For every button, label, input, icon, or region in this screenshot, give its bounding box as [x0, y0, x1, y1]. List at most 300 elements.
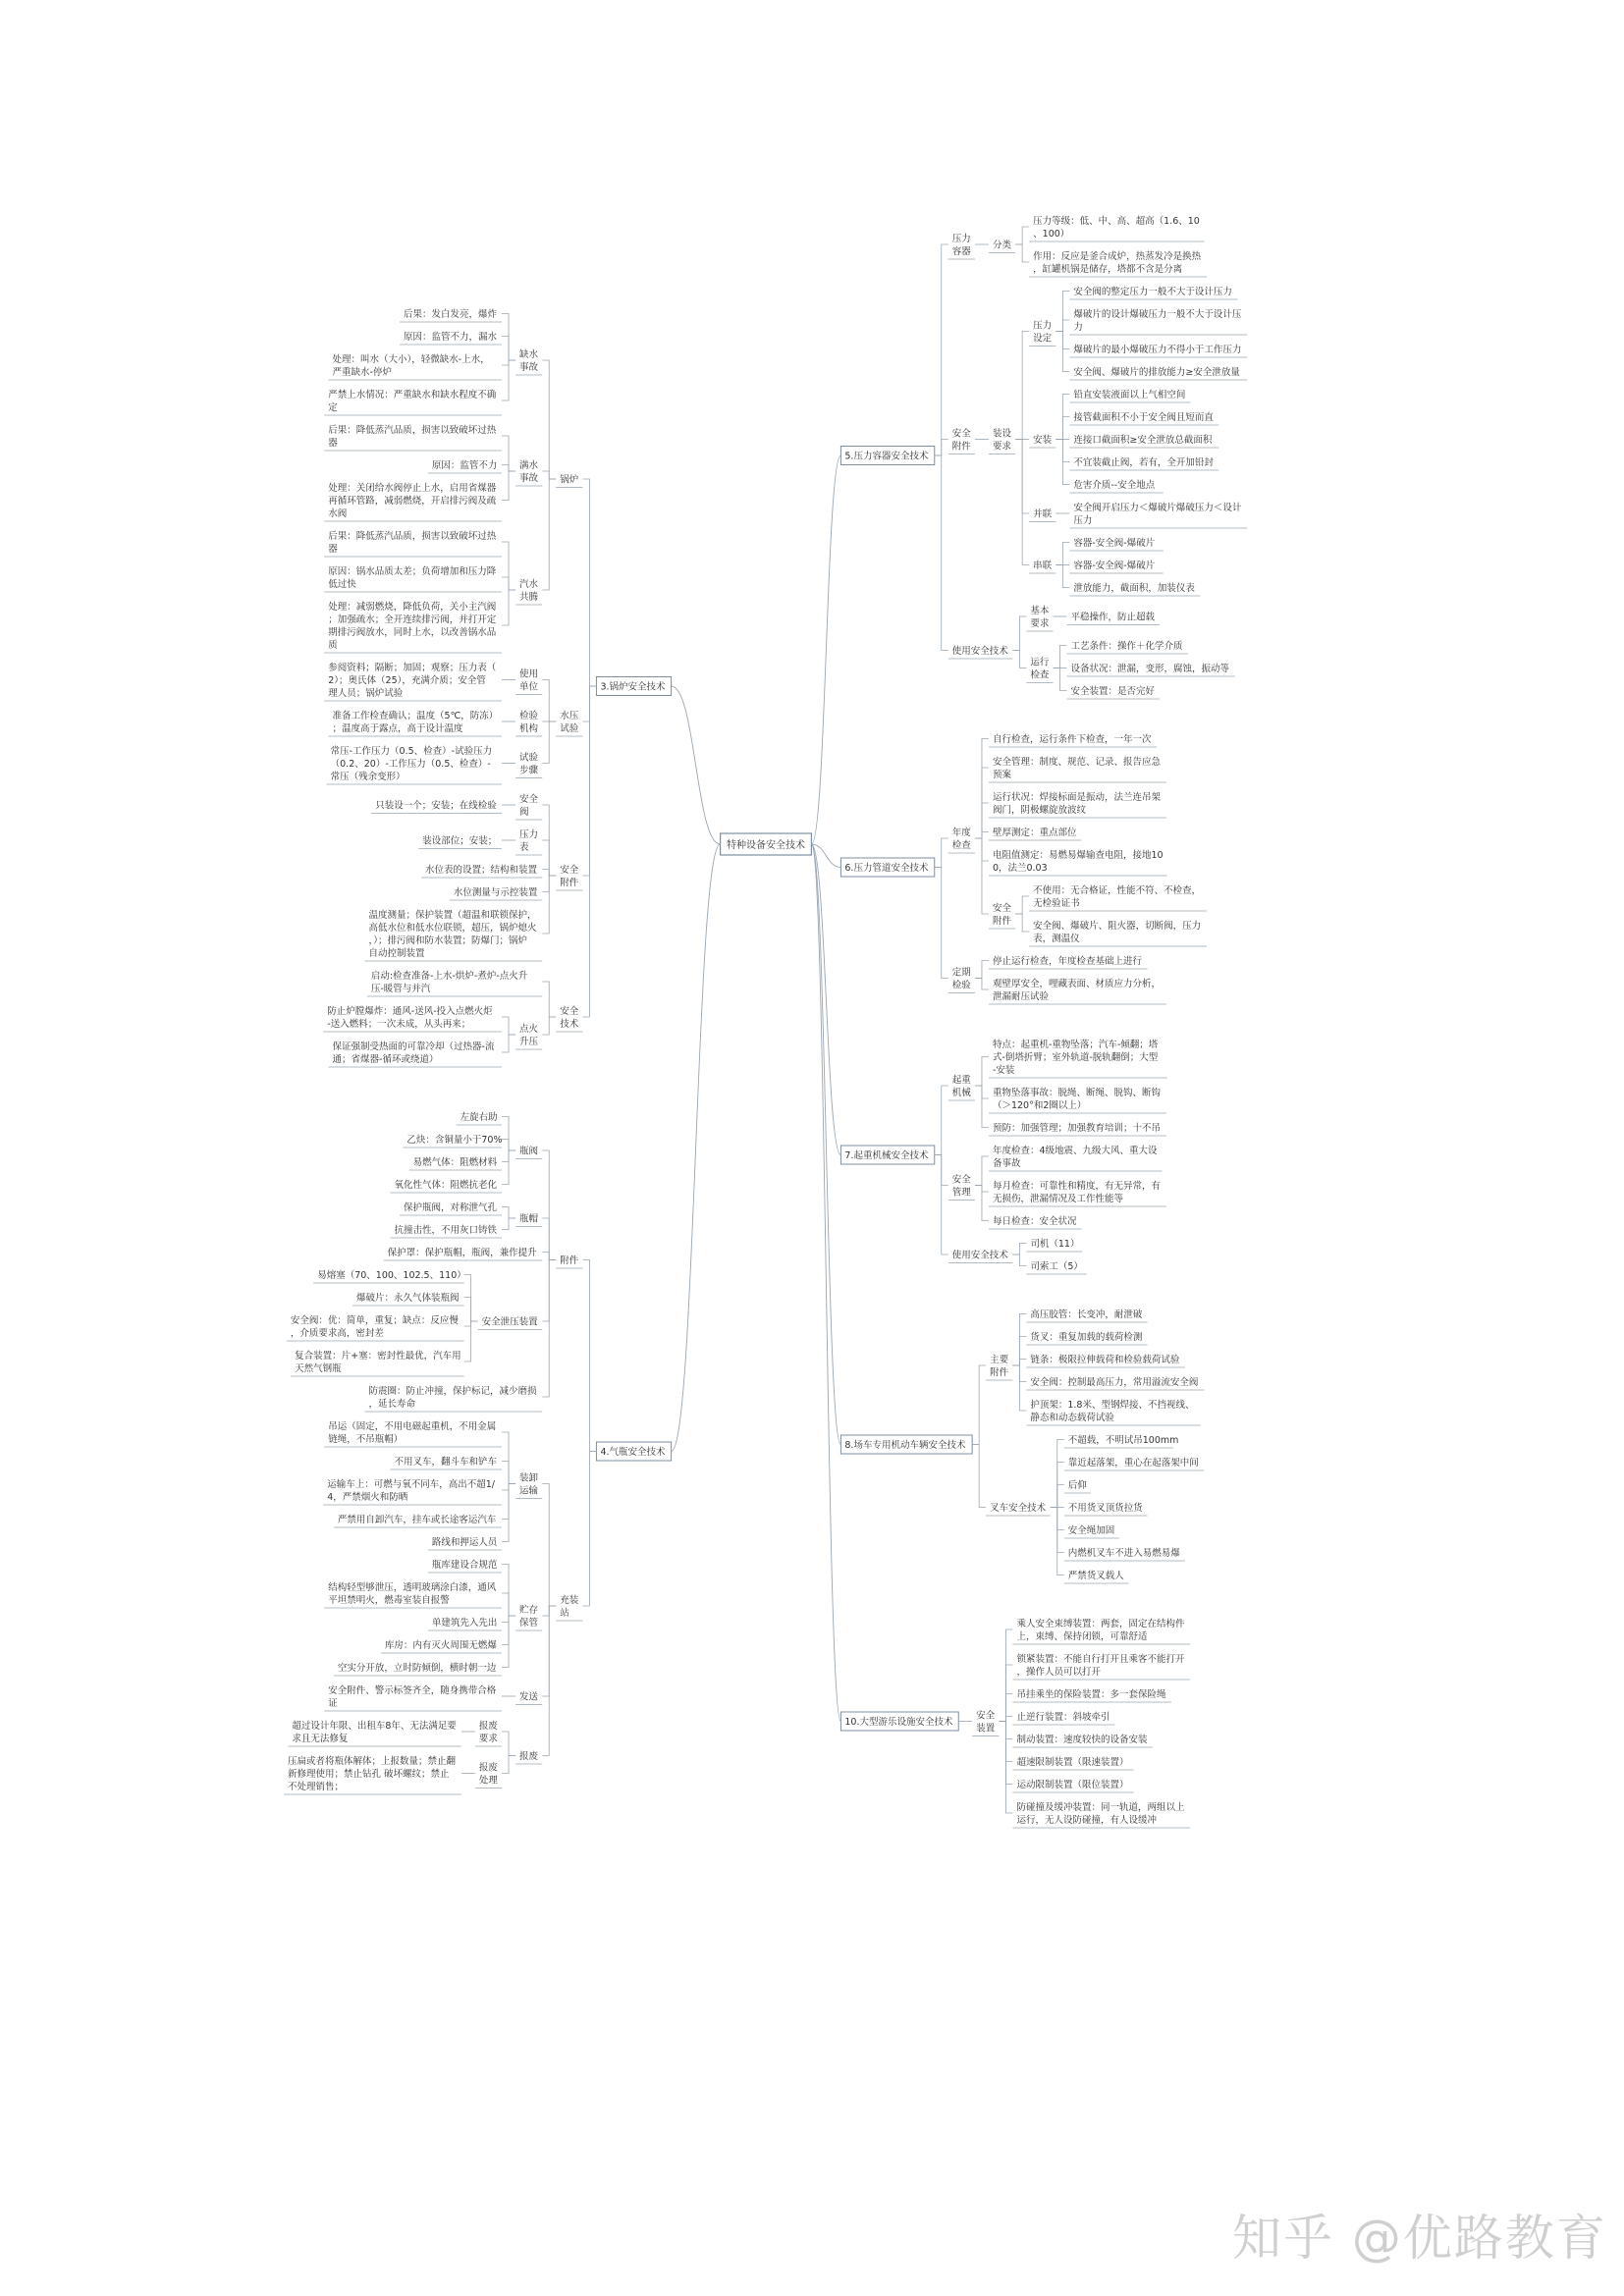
- connector: [935, 868, 948, 979]
- center-connector: [811, 455, 840, 844]
- connector: [502, 1017, 515, 1035]
- node-label: 安全阀：控制最高压力，常用溢流安全阀: [1030, 1377, 1199, 1388]
- node-label: 容器-安全阀-爆破片: [1073, 538, 1156, 549]
- node-label: 运输车上：可燃与氧不同车，高出不超1/ 4，严禁烟火和防晒: [327, 1479, 496, 1503]
- node-right-0-0-0-1: [1029, 250, 1207, 277]
- connector: [502, 337, 515, 361]
- node-left-1-1-1-3: [381, 1639, 502, 1653]
- connector: [502, 471, 515, 501]
- node-label: 充装站: [560, 1595, 579, 1619]
- connector: [935, 440, 948, 456]
- node-label: 使用安全技术: [951, 1250, 1008, 1261]
- node-label: 6.压力管道安全技术: [844, 863, 929, 874]
- node-label: 防震圈：防止冲撞，保护标记，减少磨损，延长寿命: [368, 1386, 537, 1410]
- connector: [1056, 320, 1069, 332]
- node-right-1-0-5-1: [1029, 920, 1207, 946]
- node-label: 常压-工作压力（0.5、检查）-试验压力（0.2、20）-工作压力（0.5、检查）-常压（残余变形）: [330, 746, 493, 782]
- node-label: 安全技术: [560, 1006, 579, 1030]
- node-label: 保证强制受热面的可靠冷却（过热器-流通；省煤器-循环或绕道）: [332, 1041, 495, 1065]
- node-right-0-1-0-0-1: [1069, 308, 1247, 335]
- node-label: 空实分开放，立时防倾倒，横时朝一边: [337, 1663, 497, 1674]
- node-label: 安装: [1033, 435, 1053, 446]
- node-label: 乙炔：含铜量小于70%: [406, 1135, 503, 1146]
- node-label: 自行检查，运行条件下检查，一年一次: [992, 734, 1152, 745]
- node-label: 锁紧装置：不能自行打开且乘客不能打开，操作人员可以打开: [1016, 1654, 1185, 1678]
- node-label: 泄放能力，截面积，加装仪表: [1073, 583, 1195, 594]
- node-right-1-0-0: [989, 733, 1157, 747]
- node-label: 接管截面积不小于安全阀且短而直: [1073, 412, 1214, 423]
- node-label: 检验机构: [519, 711, 539, 734]
- node-right-0-1-0-3-0: [1069, 537, 1163, 551]
- node-right-1-0-2: [989, 791, 1166, 818]
- connector: [1012, 1365, 1026, 1411]
- node-label: 锅炉: [560, 474, 579, 486]
- node-right-4-0-3: [1012, 1711, 1114, 1725]
- node-right-3-0-4: [1026, 1399, 1200, 1425]
- node-label: 止逆行装置：斜坡牵引: [1016, 1712, 1110, 1723]
- node-left-0-0-2-0: [324, 530, 502, 557]
- node-left-1-1-3-0: [475, 1720, 502, 1746]
- connector: [1051, 1508, 1064, 1575]
- connector: [935, 838, 948, 868]
- connector: [1012, 1244, 1026, 1255]
- node-label: 发送: [519, 1691, 539, 1703]
- node-left-1-1-0-2: [323, 1478, 502, 1505]
- node-right-3-0-3: [1026, 1376, 1204, 1390]
- node-label: 保护罩：保护瓶帽，瓶阀，兼作提升: [387, 1248, 537, 1258]
- node-right-0-2-1-0: [1067, 640, 1188, 654]
- node-label: 瓶库建设合规范: [431, 1560, 498, 1571]
- node-label: 重物坠落事故：脱绳、断绳、脱钩、断钩（＞120°和2圈以上）: [992, 1088, 1161, 1111]
- node-right-3-1-1: [1064, 1457, 1204, 1470]
- node-label: 后果：降低蒸汽品质，损害以致破坏过热器: [328, 425, 497, 449]
- node-right-0-1-0-1-4: [1069, 479, 1163, 493]
- node-right-3-1-2: [1064, 1479, 1091, 1493]
- node-label: 后果：发白发亮，爆炸: [404, 309, 498, 320]
- node-right-2-0-2: [989, 1122, 1166, 1136]
- node-left-0-2-1-0: [418, 835, 502, 849]
- node-label: 单建筑先入先出: [431, 1618, 498, 1629]
- node-label: 4.气瓶安全技术: [600, 1447, 666, 1458]
- branch-left-0: [596, 677, 671, 696]
- connector: [502, 1150, 515, 1185]
- node-right-1-0-1: [989, 756, 1166, 782]
- node-left-0-2-1: [515, 828, 542, 855]
- node-right-0-1-0-1-3: [1069, 456, 1218, 470]
- connector: [972, 1365, 986, 1445]
- connector: [502, 1140, 515, 1151]
- node-label: 7.起重机械安全技术: [844, 1150, 929, 1161]
- node-left-0-1-1: [515, 710, 542, 736]
- connector: [935, 244, 948, 455]
- node-label: 串联: [1033, 561, 1053, 571]
- node-right-3-1-5: [1064, 1547, 1185, 1561]
- node-label: 严禁上水情况：严重缺水和缺水程度不确定: [328, 390, 497, 413]
- node-label: 安全附件: [560, 865, 579, 888]
- connector: [935, 1086, 948, 1155]
- node-label: 内燃机叉车不进入易燃易爆: [1067, 1548, 1180, 1559]
- node-label: 货叉：重复加载的载荷检测: [1030, 1332, 1143, 1343]
- node-label: 安全阀开启压力＜爆破片爆破压力＜设计压力: [1073, 503, 1242, 526]
- node-left-1-0-3-0: [313, 1269, 466, 1283]
- node-label: 原因：监管不力: [431, 460, 498, 471]
- node-left-0-1-0: [515, 668, 542, 695]
- node-label: 原因：监管不力，漏水: [404, 332, 498, 343]
- node-right-3-1-0: [1064, 1434, 1179, 1448]
- node-right-0-1-0-3: [1029, 560, 1056, 573]
- node-label: 试验步骤: [519, 752, 539, 776]
- connector: [975, 1186, 989, 1221]
- connector: [502, 1207, 515, 1219]
- node-label: 汽水共腾: [519, 579, 539, 603]
- node-label: 满水事故: [519, 460, 539, 484]
- node-left-1-1-0-3: [334, 1514, 502, 1527]
- node-left-0-0-1-0: [324, 424, 502, 451]
- node-left-0-2-2: [421, 864, 542, 878]
- node-label: 吊挂乘坐的保险装置：多一套保险绳: [1016, 1689, 1166, 1700]
- node-right-3-0-2: [1026, 1354, 1185, 1367]
- node-right-2-0-1: [989, 1087, 1166, 1113]
- node-left-0-0-1: [515, 459, 542, 486]
- node-left-0-0-1-1: [428, 459, 502, 473]
- node-right-4-0-2: [1012, 1688, 1171, 1702]
- node-label: 报废处理: [478, 1762, 498, 1787]
- node-label: 年度检查: [951, 828, 971, 851]
- connector: [975, 1156, 989, 1186]
- node-left-1-0-0-0: [457, 1111, 502, 1125]
- node-right-3-1-3: [1064, 1502, 1148, 1516]
- node-left-0-0-0-0: [400, 308, 502, 322]
- node-right-3-1: [986, 1502, 1051, 1516]
- connector: [502, 590, 515, 625]
- center-title: 特种设备安全技术: [727, 840, 805, 851]
- node-left-1-1: [556, 1594, 582, 1621]
- connector: [1056, 417, 1069, 440]
- node-label: 氧化性气体：阻燃抗老化: [394, 1180, 497, 1191]
- node-label: 装设要求: [992, 428, 1011, 453]
- node-label: 安全附件: [951, 428, 971, 453]
- node-label: 预防：加强管理；加强教育培训；十不吊: [992, 1123, 1161, 1134]
- node-label: 安全泄压装置: [481, 1316, 538, 1328]
- node-left-0-0-0-3: [324, 389, 502, 415]
- connector: [542, 680, 556, 722]
- node-right-4-0-6: [1012, 1779, 1133, 1792]
- connector: [1012, 651, 1026, 668]
- node-label: 特点：起重机-重物坠落；汽车-倾翻；塔式-倒塔折臂；室外轨道-脱轨翻倒；大型-安装: [992, 1040, 1159, 1076]
- node-left-0-0-0-1: [400, 331, 502, 345]
- node-label: 参阅资料；隔断；加固；观察；压力表（ 2）；奥氏体（25），充满介质；安全管理人员；锅炉试验: [328, 663, 497, 699]
- node-right-2-1-1: [989, 1180, 1166, 1206]
- node-right-0-1-0-0-0: [1069, 286, 1237, 299]
- node-label: 乘人安全束缚装置：两套，固定在结构件上，束缚、保持闭锁，可靠舒适: [1016, 1619, 1185, 1642]
- node-right-0-2-1: [1026, 657, 1053, 683]
- node-left-1-0-0: [515, 1146, 542, 1159]
- node-label: 司索工（5）: [1030, 1261, 1083, 1272]
- node-label: 保护瓶阀，对称泄气孔: [404, 1202, 498, 1213]
- node-label: 库房：内有灭火周围无燃爆: [384, 1640, 497, 1651]
- connector: [542, 721, 556, 764]
- node-left-0-3-1-0: [323, 1005, 502, 1032]
- node-right-4-0-4: [1012, 1734, 1152, 1747]
- node-label: 贮存保管: [519, 1605, 539, 1629]
- node-left-1-1-3: [515, 1750, 542, 1764]
- node-left-1-1-0-0: [324, 1420, 502, 1447]
- node-label: 不超载，不明试吊100mm: [1067, 1435, 1179, 1446]
- node-left-0-3: [556, 1005, 582, 1032]
- connector: [975, 979, 989, 990]
- node-label: 严禁用自卸汽车，挂车或长途客运汽车: [337, 1515, 497, 1525]
- node-right-0-2-1-2: [1067, 685, 1160, 699]
- node-label: 温度测量；保护装置（超温和联锁保护，高低水位和低水位联锁，超压，锅炉熄火，）；排污阀和防水装置；防爆门；锅炉自动控制装置: [368, 910, 537, 959]
- node-left-1-1-1-4: [334, 1662, 502, 1676]
- node-right-1-0-3: [989, 827, 1081, 840]
- node-left-1-0-0-1: [403, 1134, 502, 1148]
- node-label: 连接口截面积≥安全泄放总截面积: [1073, 435, 1213, 446]
- node-left-1-0-3: [478, 1316, 543, 1330]
- node-label: 易熔塞（70、100、102.5、110）: [317, 1270, 466, 1281]
- node-left-0-1-0-0: [324, 662, 502, 701]
- node-left-0-0-0: [515, 348, 542, 375]
- connector: [1012, 1255, 1026, 1266]
- node-label: 安全阀：优：简单，重复；缺点：反应慢，介质要求高，密封差: [290, 1315, 459, 1339]
- node-right-3-0-1: [1026, 1331, 1147, 1345]
- node-label: 结构轻型够泄压，透明玻璃涂白漆，通风平坦禁明火，燃毒室装自报警: [328, 1582, 497, 1606]
- node-right-2-0: [948, 1074, 975, 1100]
- node-right-2-1-2: [989, 1215, 1081, 1229]
- node-label: 危害介质--安全地点: [1073, 480, 1156, 491]
- node-label: 使用单位: [519, 668, 539, 693]
- node-label: 使用安全技术: [951, 646, 1008, 657]
- node-label: 吊运（固定，不用电磁起重机，不用金属链绳，不吊瓶帽）: [328, 1421, 497, 1445]
- connector: [1015, 440, 1029, 565]
- node-left-1-1-0-1: [390, 1456, 502, 1469]
- node-label: 启动:检查准备-上水-烘炉-煮炉-点火升压-暖管与并汽: [370, 971, 528, 994]
- node-label: 设备状况：泄漏，变形，腐蚀，振动等: [1070, 664, 1230, 674]
- node-right-0-1-0-1-0: [1069, 389, 1190, 402]
- node-label: 装卸运输: [519, 1472, 539, 1497]
- center-connector: [672, 686, 721, 844]
- branch-right-2: [840, 1146, 934, 1164]
- node-right-0-1-0-1: [1029, 434, 1056, 448]
- connector: [972, 1445, 986, 1508]
- connector: [502, 1616, 515, 1668]
- connector: [1056, 332, 1069, 372]
- node-right-1-0: [948, 827, 975, 853]
- node-right-3-0-0: [1026, 1308, 1147, 1322]
- connector: [1054, 668, 1067, 691]
- node-label: 处理：叫水（大小），轻微缺水-上水，严重缺水-停炉: [332, 354, 490, 378]
- node-label: 3.锅炉安全技术: [600, 681, 666, 693]
- node-label: 链条：极限拉伸载荷和检验载荷试验: [1030, 1355, 1180, 1365]
- node-label: 不使用：无合格证，性能不符、不检查，无检验证书: [1033, 885, 1202, 909]
- node-label: 水位表的设置；结构和装置: [425, 865, 538, 876]
- node-label: 安全装置: [976, 1710, 996, 1735]
- node-label: 观壁厚安全，哩藏表面、材质应力分析，泄漏耐压试验: [992, 979, 1161, 1002]
- node-right-3-1-4: [1064, 1524, 1119, 1538]
- node-right-0-0: [948, 233, 975, 259]
- connector: [1012, 1360, 1026, 1366]
- node-label: 铅直安装液面以上气相空间: [1073, 390, 1186, 400]
- node-label: 安全装置：是否完好: [1070, 686, 1156, 697]
- node-label: 8.场车专用机动车辆安全技术: [844, 1440, 966, 1451]
- node-left-1-0-0-2: [409, 1156, 502, 1170]
- node-label: 安全绳加固: [1067, 1525, 1115, 1536]
- node-label: 抗撞击性，不用灰口铸铁: [394, 1225, 497, 1236]
- node-label: 每月检查：可靠性和精度，有无异常，有无损伤，泄漏情况及工作性能等: [992, 1181, 1161, 1204]
- node-right-2-2-0: [1026, 1238, 1082, 1252]
- connector: [1056, 565, 1069, 588]
- connector: [582, 479, 596, 686]
- node-right-0-1-0-2-0: [1069, 502, 1247, 528]
- node-label: 安全附件: [992, 903, 1011, 927]
- connector: [502, 360, 515, 400]
- node-label: 基本要求: [1030, 606, 1050, 629]
- node-right-0-1-0-0: [1029, 320, 1056, 347]
- node-left-1-0-3-1: [352, 1292, 464, 1306]
- node-label: 安全阀的整定压力一般不大于设计压力: [1073, 287, 1232, 297]
- node-left-1-0-2: [384, 1247, 543, 1260]
- node-right-1-1: [948, 967, 975, 993]
- node-label: 分类: [992, 240, 1011, 251]
- node-right-2-2: [948, 1250, 1013, 1263]
- center-connector: [811, 844, 840, 1155]
- node-left-0-0-2-1: [324, 565, 502, 592]
- node-label: 主要附件: [990, 1355, 1009, 1378]
- connector: [582, 686, 596, 1017]
- connector: [542, 1260, 556, 1398]
- connector: [1015, 244, 1029, 262]
- node-right-2-0-0: [989, 1039, 1167, 1078]
- node-label: 只装设一个；安装；在线检验: [375, 800, 497, 812]
- node-label: 安全管理：制度、规范、记录、报告应急预案: [992, 757, 1161, 780]
- node-left-0-0-2: [515, 578, 542, 605]
- node-left-0-0-0-2: [329, 353, 502, 380]
- node-left-1-1-1-1: [324, 1581, 502, 1608]
- node-left-1-1-3-1-0: [284, 1755, 461, 1794]
- connector: [464, 1321, 478, 1362]
- node-right-2-2-1: [1026, 1260, 1086, 1274]
- connector: [502, 1756, 515, 1774]
- node-label: 报废: [519, 1751, 539, 1762]
- node-left-0-2-0-0: [371, 800, 502, 814]
- node-left-0-0: [556, 474, 582, 488]
- node-left-0-2-3: [450, 886, 542, 900]
- node-label: 作用：反应是釜合成炉，热蒸发冷是换热，缸罐机锅是储存，塔都不含是分离: [1033, 251, 1202, 275]
- node-label: 路线和押运人员: [431, 1537, 498, 1548]
- node-label: 工艺条件：操作＋化学介质: [1070, 641, 1183, 652]
- node-label: 超速限制装置（限速装置）: [1016, 1757, 1129, 1768]
- node-right-4-0-5: [1012, 1756, 1133, 1770]
- connector: [542, 360, 556, 479]
- connector: [542, 479, 556, 590]
- connector: [582, 1260, 596, 1452]
- connector: [1015, 914, 1029, 932]
- node-label: 壁厚测定：重点部位: [992, 828, 1077, 838]
- node-right-0-0-0: [989, 240, 1015, 253]
- node-right-2-1-0: [989, 1145, 1162, 1171]
- connector: [1054, 646, 1067, 668]
- node-label: 容器-安全阀-爆破片: [1073, 561, 1156, 571]
- node-right-1-0-4: [989, 849, 1167, 876]
- node-left-1-0-1-0: [400, 1201, 502, 1215]
- node-label: 水位测量与示控装置: [453, 887, 538, 898]
- node-right-0-1-0-1-1: [1069, 411, 1218, 425]
- node-label: 附件: [560, 1255, 579, 1266]
- node-label: 起重机械: [951, 1075, 971, 1098]
- node-left-1-0: [556, 1255, 582, 1268]
- node-left-0-3-0: [367, 970, 542, 996]
- node-left-0-0-1-2: [324, 482, 502, 521]
- connector: [975, 1086, 989, 1128]
- node-right-0-1-0-2: [1029, 508, 1056, 522]
- node-label: 安全阀、爆破片的排放能力≥安全泄放量: [1073, 367, 1240, 378]
- node-left-1-0-4: [364, 1385, 542, 1412]
- node-left-1-0-3-3: [291, 1350, 463, 1376]
- node-label: 压扁或者将瓶体解体；上报数量；禁止翻新修理使用；禁止钻孔 破坏螺纹；禁止不处理销售；: [288, 1756, 457, 1792]
- node-label: 后仰: [1067, 1480, 1087, 1491]
- connector: [975, 1057, 989, 1087]
- connector: [464, 1298, 478, 1322]
- connector: [502, 465, 515, 472]
- connector: [542, 1253, 556, 1260]
- node-label: 不用叉车，翻斗车和铲车: [394, 1457, 497, 1468]
- node-label: 安全附件、警示标签齐全，随身携带合格证: [328, 1685, 497, 1709]
- node-label: 处理：关闭给水阀停止上水，启用省煤器再循环管路，减弱燃烧，开启排污阀及疏水阀: [328, 483, 497, 519]
- connector: [1056, 543, 1069, 565]
- connector: [542, 870, 556, 877]
- node-right-0-1-0-3-2: [1069, 582, 1200, 596]
- center-connector: [811, 844, 840, 1722]
- node-label: 瓶帽: [519, 1213, 539, 1225]
- node-left-1-1-0-4: [428, 1536, 502, 1550]
- branch-right-4: [840, 1712, 958, 1731]
- node-label: 安全管理: [951, 1174, 971, 1199]
- branch-right-0: [840, 447, 934, 465]
- connector: [1051, 1485, 1064, 1508]
- connector: [1015, 896, 1029, 914]
- connector: [542, 876, 556, 934]
- node-label: 压力等级：低、中、高、超高（1.6、10 、100）: [1033, 216, 1200, 240]
- node-label: 运行检查: [1030, 657, 1050, 681]
- node-label: 左旋右助: [460, 1112, 498, 1123]
- node-right-0-2-1-1: [1067, 663, 1235, 676]
- connector: [502, 1218, 515, 1230]
- branch-right-3: [840, 1435, 972, 1454]
- node-left-0-3-1: [515, 1023, 542, 1049]
- node-left-1-0-3-2: [287, 1314, 464, 1341]
- node-left-1-0-0-3: [390, 1179, 502, 1193]
- node-right-0-2-0-0: [1067, 612, 1160, 625]
- node-label: 安全阀、爆破片、阻火器，切断阀，压力表，测温仪: [1033, 921, 1202, 944]
- node-left-1-1-1-2: [428, 1617, 502, 1630]
- node-right-1-0-5: [989, 902, 1015, 929]
- node-right-4-0: [972, 1710, 999, 1736]
- connector: [542, 1606, 556, 1756]
- node-right-0-1-0-3-1: [1069, 560, 1163, 573]
- node-left-0-1-2-0: [327, 745, 502, 784]
- connector: [935, 1155, 948, 1255]
- node-left-1-0-1: [515, 1213, 542, 1227]
- node-label: 压力表: [519, 829, 539, 853]
- node-label: 司机（11）: [1030, 1239, 1080, 1250]
- node-label: 制动装置：速度较快的设备安装: [1016, 1735, 1148, 1745]
- node-right-2-1: [948, 1174, 975, 1201]
- connector: [999, 1717, 1012, 1722]
- connector: [542, 1484, 556, 1607]
- node-right-1-1-1: [989, 978, 1166, 1004]
- node-right-3-1-6: [1064, 1570, 1129, 1583]
- connector: [1015, 332, 1029, 440]
